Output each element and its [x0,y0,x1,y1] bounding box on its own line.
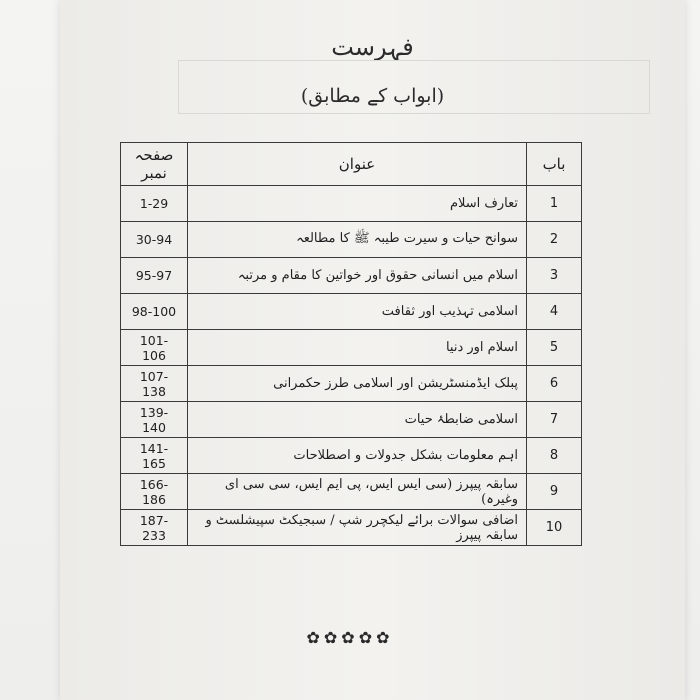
row-pages: 95-97 [121,258,188,294]
row-topic: اسلام میں انسانی حقوق اور خواتین کا مقام و مرتبہ [188,258,527,294]
header-pages: صفحہ نمبر [121,143,188,186]
table-row [121,294,582,330]
row-topic: سابقہ پیپرز (سی ایس ایس، پی ایم ایس، سی سی ای وغیرہ) [188,474,527,510]
row-topic: تعارف اسلام [188,186,527,222]
row-chapter: 2 [527,222,582,258]
row-chapter: 6 [527,366,582,402]
row-topic: سوانح حیات و سیرت طیبہ ﷺ کا مطالعہ [188,222,527,258]
flower-ornament-icon: ✿✿✿✿✿ [306,628,394,647]
row-topic: اہم معلومات بشکل جدولات و اصطلاحات [188,438,527,474]
row-pages: 30-94 [121,222,188,258]
row-chapter: 1 [527,186,582,222]
row-chapter: 8 [527,438,582,474]
contents-table [120,142,582,546]
page-title: فہرست [331,33,414,61]
table-row [121,330,582,366]
header-topic: عنوان [188,143,527,186]
row-topic: پبلک ایڈمنسٹریشن اور اسلامی طرز حکمرانی [188,366,527,402]
table-row [121,402,582,438]
row-pages: 187-233 [121,510,188,546]
row-pages: 139-140 [121,402,188,438]
row-pages: 141-165 [121,438,188,474]
row-pages: 98-100 [121,294,188,330]
table-row [121,474,582,510]
row-topic: اسلام اور دنیا [188,330,527,366]
table-row [121,366,582,402]
row-pages: 101-106 [121,330,188,366]
page-subtitle: (ابواب کے مطابق) [300,85,445,107]
row-pages: 107-138 [121,366,188,402]
table-row [121,438,582,474]
table-row [121,510,582,546]
row-pages: 166-186 [121,474,188,510]
header-row [121,143,582,186]
row-chapter: 10 [527,510,582,546]
row-topic: اسلامی تہذیب اور ثقافت [188,294,527,330]
row-topic: اسلامی ضابطۂ حیات [188,402,527,438]
row-topic: اضافی سوالات برائے لیکچرر شپ / سبجیکٹ سپیشلسٹ و سابقہ پیپرز [188,510,527,546]
row-chapter: 7 [527,402,582,438]
table-row [121,258,582,294]
row-chapter: 9 [527,474,582,510]
table-row [121,186,582,222]
row-pages: 1-29 [121,186,188,222]
row-chapter: 4 [527,294,582,330]
header-chapter: باب [527,143,582,186]
row-chapter: 5 [527,330,582,366]
row-chapter: 3 [527,258,582,294]
table-row [121,222,582,258]
